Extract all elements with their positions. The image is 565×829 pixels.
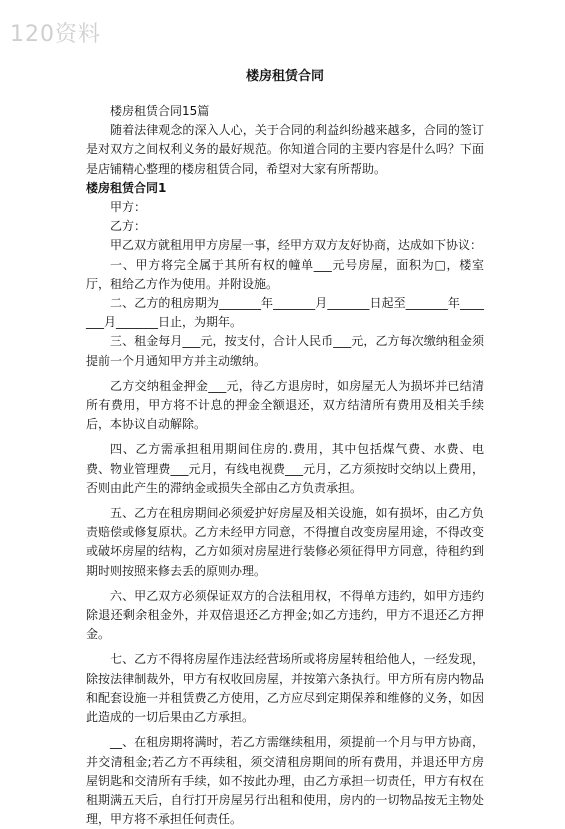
paragraph: 三、租金每月___元，按支付，合计人民币___元，乙方每次缴纳租金须提前一个月通知甲方并主动缴纳。 <box>86 334 484 368</box>
paragraph: 二、乙方的租房期为_______年_______月_______日起至_______年_______月_______日止，为期年。 <box>86 296 484 330</box>
paragraph: 楼房租赁合同15篇 <box>110 104 210 118</box>
paragraph: 乙方： <box>110 219 147 234</box>
paragraph: 六、甲乙双方必须保证双方的合法租用权，不得单方违约，如甲方违约除退还剩余租金外，并双倍退还乙方押金;如乙方违约，甲方不退还乙方押金。 <box>86 588 484 642</box>
paragraph: 随着法律观念的深入人心，关于合同的利益纠纷越来越多，合同的签订是对双方之间权利义务的最好规范。你知道合同的主要内容是什么吗？下面是店铺精心整理的楼房租赁合同，希望对大家有所帮助。 <box>86 123 484 176</box>
paragraph: 乙方交纳租金押金___元，待乙方退房时，如房屋无人为损坏并已结清所有费用，甲方将不计息的押金全额退还，双方结清所有费用及相关手续后，本协议自动解除。 <box>86 378 484 432</box>
watermark-logo: 120资料 <box>10 22 101 47</box>
paragraph: 甲方： <box>110 200 147 215</box>
paragraph: 五、乙方在租房期间必须爱护好房屋及相关设施，如有损坏，由乙方负责赔偿或修复原状。乙方未经甲方同意，不得擅自改变房屋用途，不得改变或破坏房屋的结构，乙方如须对房屋进行装修必须征得甲方同意，待租约到期时则按照来修去丢的原则办理。 <box>86 506 484 578</box>
paragraph: 一、甲方将完全属于其所有权的幢单___元号房屋，面积为□，楼室厅，租给乙方作为使用。并附设施。 <box>86 257 484 291</box>
paragraph: 七、乙方不得将房屋作违法经营场所或将房屋转租给他人，一经发现，除按法律制裁外，甲方有权收回房屋，并按第六条执行。甲方所有房内物品和配套设施一并租赁费乙方使用，乙方应尽到定期保养和维修的义务，如因此造成的一切后果由乙方承担。 <box>86 652 484 725</box>
paragraph: 四、乙方需承担租用期间住房的.费用，其中包括煤气费、水费、电费、物业管理费___元月，有线电视费___元月，乙方须按时交纳以上费用，否则由此产生的滞纳金或损失全部由乙方负责承担。 <box>86 442 484 495</box>
document-page <box>86 68 484 829</box>
paragraph: __、在租房期将满时，若乙方需继续租用，须提前一个月与甲方协商，并交清租金;若乙方不再续租，须交清租房期间的所有费用，并退还甲方房屋钥匙和交清所有手续，如不按此办理，由乙方承担一切责任，甲方有权在租期满五天后，自行打开房屋另行出租和使用，房内的一切物品按无主物处理，甲方将不承担任何责任。 <box>86 735 484 827</box>
section-heading: 楼房租赁合同1 <box>86 180 167 195</box>
paragraph: 甲乙双方就租用甲方房屋一事，经甲方双方友好协商，达成如下协议： <box>110 238 483 253</box>
document-title: 楼房租赁合同 <box>245 69 324 84</box>
document-body <box>86 102 484 829</box>
